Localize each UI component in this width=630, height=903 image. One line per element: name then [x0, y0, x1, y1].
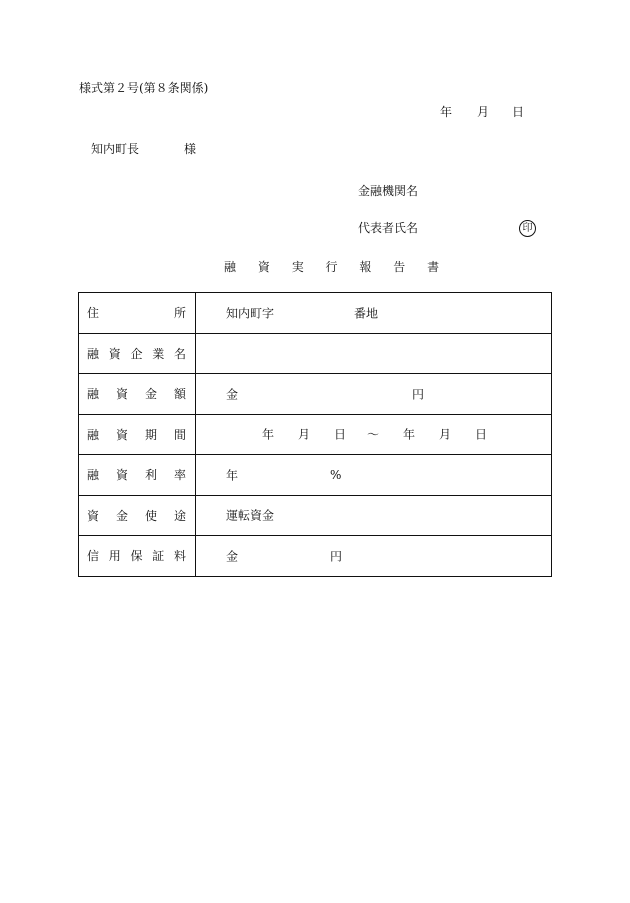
- label-char: 間: [173, 427, 186, 442]
- label-char: 住: [87, 306, 100, 321]
- table-row: [79, 374, 552, 415]
- seal-mark: 印: [519, 220, 536, 237]
- title-char: 行: [325, 260, 338, 274]
- representative-label: 代表者氏名: [358, 221, 419, 235]
- label-char: 使: [144, 508, 157, 523]
- institution-label: 金融機関名: [358, 184, 419, 198]
- period-value: [196, 414, 552, 455]
- date-year-label: 年: [440, 105, 453, 119]
- label-char: 途: [173, 508, 186, 523]
- report-table: [78, 292, 552, 577]
- rate-unit: %: [330, 467, 342, 482]
- label-char: 業: [152, 346, 165, 361]
- company-value: [196, 333, 552, 374]
- fee-unit: 円: [330, 549, 343, 564]
- label-char: 資: [115, 468, 128, 483]
- address-lot: 番地: [354, 306, 379, 321]
- honorific: 様: [184, 142, 197, 156]
- row-label-amount: [79, 374, 196, 415]
- title-char: 融: [224, 260, 237, 274]
- period-start-year: 年: [262, 427, 275, 442]
- title-char: 資: [257, 260, 270, 274]
- address-value: [196, 293, 552, 334]
- period-start-month: 月: [298, 427, 311, 442]
- report-title: [224, 261, 439, 273]
- row-label-rate: [79, 455, 196, 496]
- table-row: [79, 536, 552, 577]
- amount-prefix: 金: [226, 387, 239, 402]
- label-char: 融: [87, 387, 100, 402]
- purpose-value: [196, 495, 552, 536]
- period-separator: ～: [367, 427, 380, 442]
- label-char: 資: [115, 387, 128, 402]
- label-char: 融: [87, 346, 100, 361]
- label-char: 額: [173, 387, 186, 402]
- label-char: 資: [87, 508, 100, 523]
- period-end-year: 年: [403, 427, 416, 442]
- form-number: 様式第２号(第８条関係): [79, 81, 209, 95]
- period-end-month: 月: [439, 427, 452, 442]
- amount-value: [196, 374, 552, 415]
- title-char: 書: [427, 260, 440, 274]
- period-start-day: 日: [334, 427, 347, 442]
- fee-prefix: 金: [226, 549, 239, 564]
- table-row: [79, 455, 552, 496]
- addressee: 知内町長: [91, 142, 140, 156]
- date-month-label: 月: [477, 105, 490, 119]
- row-label-address: [79, 293, 196, 334]
- label-char: 金: [144, 387, 157, 402]
- row-label-purpose: [79, 495, 196, 536]
- label-char: 利: [144, 468, 157, 483]
- label-char: 名: [173, 346, 186, 361]
- address-town: 知内町字: [226, 306, 275, 321]
- row-label-company: [79, 333, 196, 374]
- guarantee-fee-value: [196, 536, 552, 577]
- label-char: 資: [108, 346, 121, 361]
- date-day-label: 日: [512, 105, 525, 119]
- rate-prefix: 年: [226, 468, 239, 483]
- label-char: 率: [173, 468, 186, 483]
- label-char: 企: [130, 346, 143, 361]
- label-char: 融: [87, 427, 100, 442]
- title-char: 報: [359, 260, 372, 274]
- label-char: 用: [108, 549, 121, 564]
- label-char: 料: [173, 549, 186, 564]
- title-char: 実: [291, 260, 304, 274]
- table-row: [79, 414, 552, 455]
- period-end-day: 日: [475, 427, 488, 442]
- label-char: 金: [115, 508, 128, 523]
- label-char: 期: [144, 427, 157, 442]
- amount-unit: 円: [412, 387, 425, 402]
- label-char: 保: [130, 549, 143, 564]
- label-char: 所: [173, 306, 186, 321]
- table-row: [79, 333, 552, 374]
- label-char: 信: [87, 549, 100, 564]
- row-label-guarantee-fee: [79, 536, 196, 577]
- rate-value: [196, 455, 552, 496]
- row-label-period: [79, 414, 196, 455]
- table-row: [79, 495, 552, 536]
- purpose-text: 運転資金: [226, 508, 275, 523]
- title-char: 告: [393, 260, 406, 274]
- label-char: 証: [152, 549, 165, 564]
- label-char: 資: [115, 427, 128, 442]
- label-char: 融: [87, 468, 100, 483]
- table-row: [79, 293, 552, 334]
